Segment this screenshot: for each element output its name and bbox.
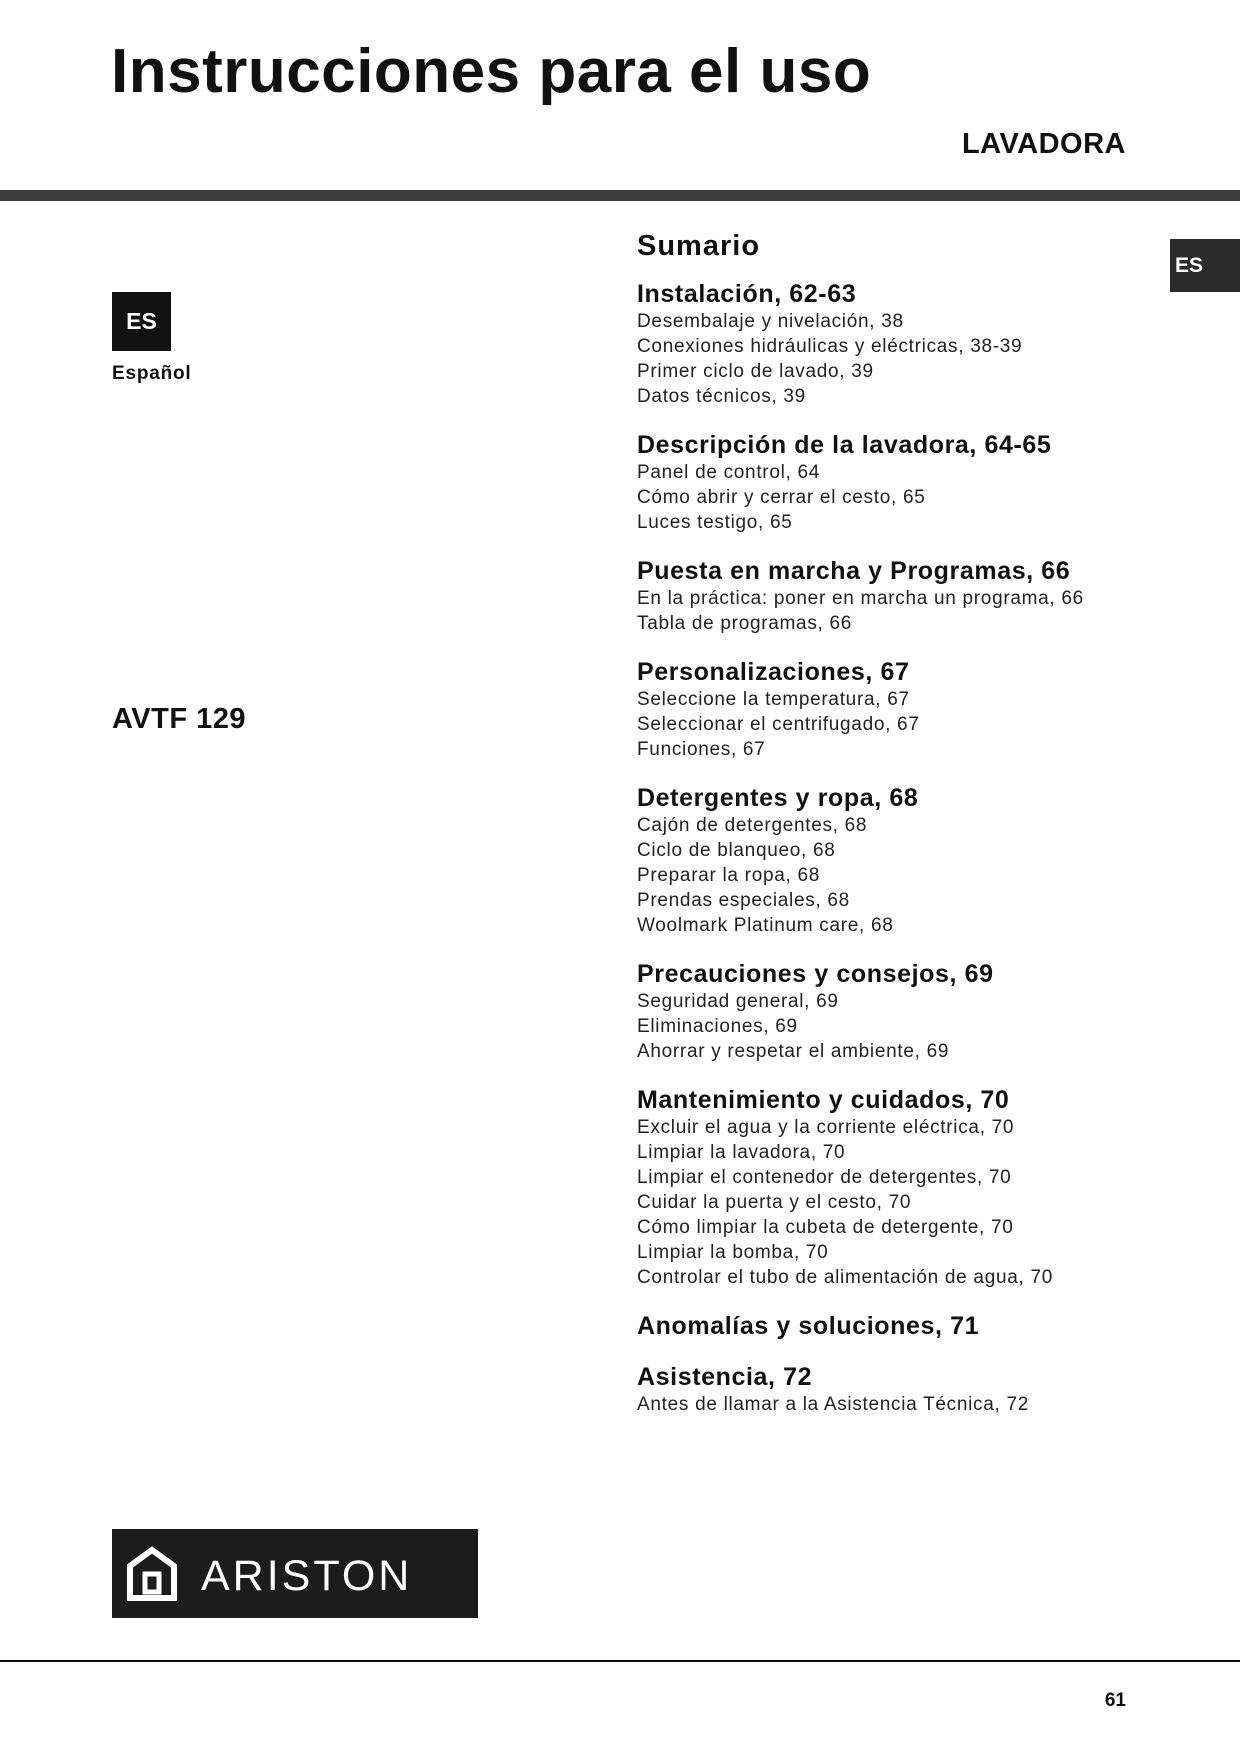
toc-entry: Cajón de detergentes, 68 xyxy=(637,815,868,836)
toc-entry: Seleccione la temperatura, 67 xyxy=(637,689,910,710)
toc-entry: En la práctica: poner en marcha un programa, 66 xyxy=(637,588,1084,609)
toc-entry: Excluir el agua y la corriente eléctrica, 70 xyxy=(637,1117,1015,1138)
toc-entry: Controlar el tubo de alimentación de agua, 70 xyxy=(637,1267,1053,1288)
toc-section xyxy=(637,1363,1157,1417)
brand-logo xyxy=(112,1529,478,1618)
toc-entry: Funciones, 67 xyxy=(637,739,766,760)
toc-sections xyxy=(637,280,1157,1417)
language-code-box: ES xyxy=(112,292,171,351)
toc-entry: Woolmark Platinum care, 68 xyxy=(637,915,894,936)
toc-entry: Luces testigo, 65 xyxy=(637,512,793,533)
house-icon xyxy=(126,1546,178,1602)
toc-entry: Cómo abrir y cerrar el cesto, 65 xyxy=(637,487,926,508)
toc-entry: Datos técnicos, 39 xyxy=(637,386,806,407)
toc-entry: Cómo limpiar la cubeta de detergente, 70 xyxy=(637,1217,1014,1238)
page-number: 61 xyxy=(1104,1690,1126,1711)
toc-section-heading: Anomalías y soluciones, 71 xyxy=(637,1312,980,1340)
toc-entry: Panel de control, 64 xyxy=(637,462,821,483)
toc-section xyxy=(637,960,1157,1064)
toc-entry: Tabla de programas, 66 xyxy=(637,613,853,634)
toc-section-heading: Asistencia, 72 xyxy=(637,1363,813,1391)
toc-section-heading: Detergentes y ropa, 68 xyxy=(637,784,919,812)
toc-section xyxy=(637,1312,1157,1341)
footer-divider xyxy=(0,1660,1240,1662)
language-side-tab: ES xyxy=(1170,239,1240,292)
toc-entry: Primer ciclo de lavado, 39 xyxy=(637,361,874,382)
language-name: Español xyxy=(112,363,192,384)
toc-title: Sumario xyxy=(637,230,761,262)
toc-entry: Seleccionar el centrifugado, 67 xyxy=(637,714,920,735)
toc-entry: Ahorrar y respetar el ambiente, 69 xyxy=(637,1041,950,1062)
toc-entry: Cuidar la puerta y el cesto, 70 xyxy=(637,1192,912,1213)
toc-entry: Conexiones hidráulicas y eléctricas, 38-39 xyxy=(637,336,1023,357)
toc-section-heading: Mantenimiento y cuidados, 70 xyxy=(637,1086,1010,1114)
toc-section-heading: Personalizaciones, 67 xyxy=(637,658,910,686)
toc-section-heading: Descripción de la lavadora, 64-65 xyxy=(637,431,1052,459)
toc-entry: Ciclo de blanqueo, 68 xyxy=(637,840,836,861)
toc-section xyxy=(637,658,1157,762)
toc-entry: Limpiar la bomba, 70 xyxy=(637,1242,829,1263)
toc-section xyxy=(637,431,1157,535)
toc-entry: Antes de llamar a la Asistencia Técnica, 72 xyxy=(637,1394,1029,1415)
toc-entry: Limpiar la lavadora, 70 xyxy=(637,1142,846,1163)
document-subtitle: LAVADORA xyxy=(961,128,1126,160)
toc-section xyxy=(637,1086,1157,1290)
toc-entry: Limpiar el contenedor de detergentes, 70 xyxy=(637,1167,1012,1188)
toc-section-heading: Precauciones y consejos, 69 xyxy=(637,960,994,988)
toc-section-heading: Puesta en marcha y Programas, 66 xyxy=(637,557,1071,585)
header-divider xyxy=(0,190,1240,201)
table-of-contents xyxy=(637,226,1157,1439)
toc-entry: Desembalaje y nivelación, 38 xyxy=(637,311,904,332)
brand-wordmark: ARISTON xyxy=(201,1552,413,1600)
toc-section xyxy=(637,784,1157,938)
toc-section xyxy=(637,557,1157,636)
toc-section xyxy=(637,280,1157,409)
model-number: AVTF 129 xyxy=(112,703,247,735)
toc-section-heading: Instalación, 62-63 xyxy=(637,280,857,308)
toc-entry: Seguridad general, 69 xyxy=(637,991,839,1012)
page-title: Instrucciones para el uso xyxy=(111,37,872,106)
toc-entry: Eliminaciones, 69 xyxy=(637,1016,798,1037)
toc-entry: Prendas especiales, 68 xyxy=(637,890,850,911)
toc-entry: Preparar la ropa, 68 xyxy=(637,865,820,886)
